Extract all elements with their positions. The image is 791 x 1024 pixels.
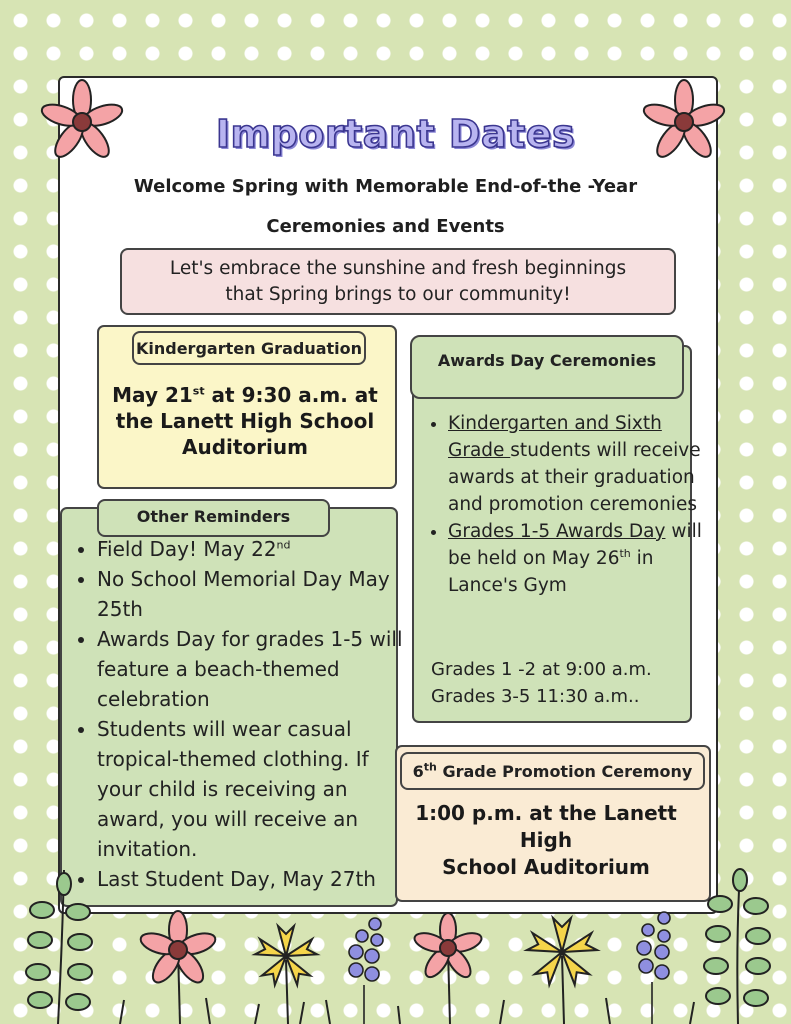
awards-item2-sup: th <box>619 546 631 560</box>
welcome-banner <box>120 248 676 315</box>
awards-item2-link[interactable]: Grades 1-5 Awards Day <box>448 521 666 542</box>
garden-border-icon <box>0 860 791 1024</box>
kindergarten-details <box>100 382 390 460</box>
kindergarten-label: Kindergarten Graduation <box>132 331 366 365</box>
list-item: • Students will wear casual tropical-themed clothing. If your child is receiving an award, you will receive an invitation. <box>97 714 417 864</box>
awards-list <box>428 410 714 599</box>
kg-date-rest: at 9:30 a.m. at <box>204 383 378 407</box>
awards-item1-text: students will receive awards at their graduation and promotion ceremonies <box>448 440 701 515</box>
awards-item2-text: will be held on May 26 <box>448 521 702 569</box>
awards-item2-tail: in Lance's Gym <box>448 548 654 596</box>
list-item: • Last Student Day, May 27th <box>97 864 417 894</box>
reminders-label: Other Reminders <box>97 499 330 537</box>
awards-item1-link[interactable]: Kindergarten and Sixth Grade <box>448 413 662 461</box>
awards-label: Awards Day Ceremonies <box>410 335 684 399</box>
reminder-1: Field Day! May 22 <box>97 537 277 561</box>
list-item: • No School Memorial Day May 25th <box>97 564 417 624</box>
promo-line1: 1:00 p.m. at the Lanett High <box>415 801 677 852</box>
page-title: Important Dates <box>215 112 576 156</box>
list-item <box>448 518 714 599</box>
promo-line2: School Auditorium <box>442 855 650 879</box>
promotion-label <box>400 752 705 790</box>
promo-label-rest: Grade Promotion Ceremony <box>436 762 693 781</box>
subtitle-line2: Ceremonies and Events <box>266 216 505 237</box>
kg-line2: the Lanett High School <box>115 409 375 433</box>
promo-label-sup: th <box>423 760 437 774</box>
awards-time1: Grades 1 -2 at 9:00 a.m. <box>431 659 652 680</box>
reminder-1-sup: nd <box>276 538 291 552</box>
list-item <box>448 410 714 518</box>
banner-line1: Let's embrace the sunshine and fresh beginnings <box>169 258 627 279</box>
list-item: • Awards Day for grades 1-5 will feature a beach-themed celebration <box>97 624 417 714</box>
kg-date: May 21 <box>112 383 193 407</box>
subtitle-line1: Welcome Spring with Memorable End-of-the -Year <box>133 176 638 197</box>
reminders-list <box>76 534 417 894</box>
kg-line3: Auditorium <box>182 435 308 459</box>
awards-time2: Grades 3-5 11:30 a.m.. <box>431 686 640 707</box>
list-item <box>97 534 417 564</box>
banner-line2: that Spring brings to our community! <box>225 284 571 305</box>
promo-label-num: 6 <box>412 762 424 781</box>
kg-date-sup: st <box>192 384 205 398</box>
awards-times <box>431 656 652 710</box>
